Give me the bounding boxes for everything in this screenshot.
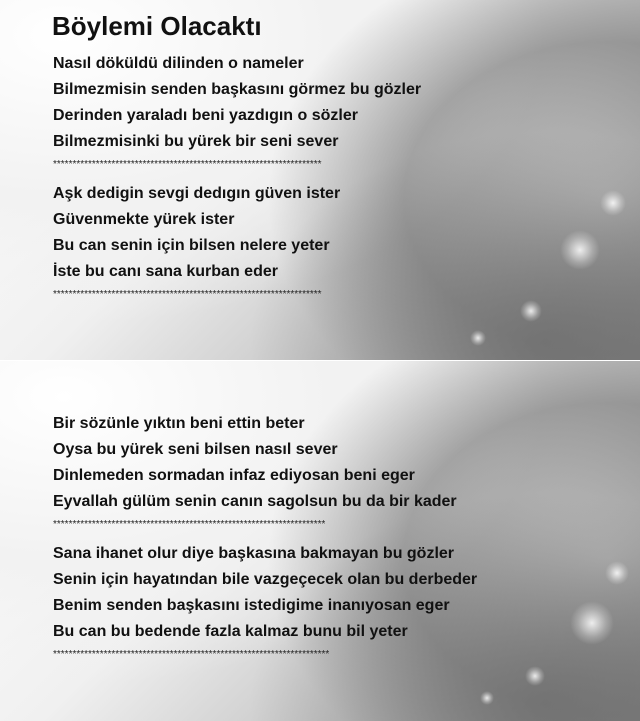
poem-card-top: [0, 0, 640, 360]
bokeh-light: [570, 601, 614, 645]
stanza-1: [53, 51, 421, 155]
bokeh-light: [480, 691, 494, 705]
poem-line: Sana ihanet olur diye başkasına bakmayan bu gözler: [53, 545, 455, 562]
bokeh-light: [560, 230, 600, 270]
stanza-separator: *********************************************************************: [53, 290, 322, 300]
poem-line: Bu can senin için bilsen nelere yeter: [53, 237, 330, 254]
stanza-2: [53, 181, 340, 285]
stanza-3: [53, 411, 457, 515]
stanza-separator: ***********************************************************************: [53, 650, 330, 660]
poem-line: İste bu canı sana kurban eder: [53, 263, 278, 280]
poem-line: Senin için hayatından bile vazgeçecek olan bu derbeder: [53, 571, 478, 588]
poem-line: Nasıl döküldü dilinden o nameler: [53, 55, 304, 72]
poem-line: Eyvallah gülüm senin canın sagolsun bu da bir kader: [53, 493, 457, 510]
stanza-4: [53, 541, 477, 645]
poem-line: Güvenmekte yürek ister: [53, 211, 235, 228]
poem-line: Bilmezmisin senden başkasını görmez bu gözler: [53, 81, 422, 98]
poem-line: Bilmezmisinki bu yürek bir seni sever: [53, 133, 339, 150]
poem-line: Bir sözünle yıktın beni ettin beter: [53, 415, 305, 432]
poem-line: Bu can bu bedende fazla kalmaz bunu bil yeter: [53, 623, 408, 640]
bokeh-light: [520, 300, 542, 322]
stanza-separator: *********************************************************************: [53, 160, 322, 170]
stanza-separator: **********************************************************************: [53, 520, 326, 530]
bokeh-light: [600, 190, 626, 216]
poem-line: Dinlemeden sormadan infaz ediyosan beni eger: [53, 467, 415, 484]
poem-line: Benim senden başkasını istedigime inanıyosan eger: [53, 597, 450, 614]
poem-line: Oysa bu yürek seni bilsen nasıl sever: [53, 441, 338, 458]
poem-card-bottom: [0, 361, 640, 721]
bokeh-light: [605, 561, 629, 585]
poem-line: Derinden yaraladı beni yazdıgın o sözler: [53, 107, 358, 124]
bokeh-light: [525, 666, 545, 686]
poem-line: Aşk dedigin sevgi dedıgın güven ister: [53, 185, 341, 202]
poem-title: Böylemi Olacaktı: [52, 11, 262, 41]
bokeh-light: [470, 330, 486, 346]
